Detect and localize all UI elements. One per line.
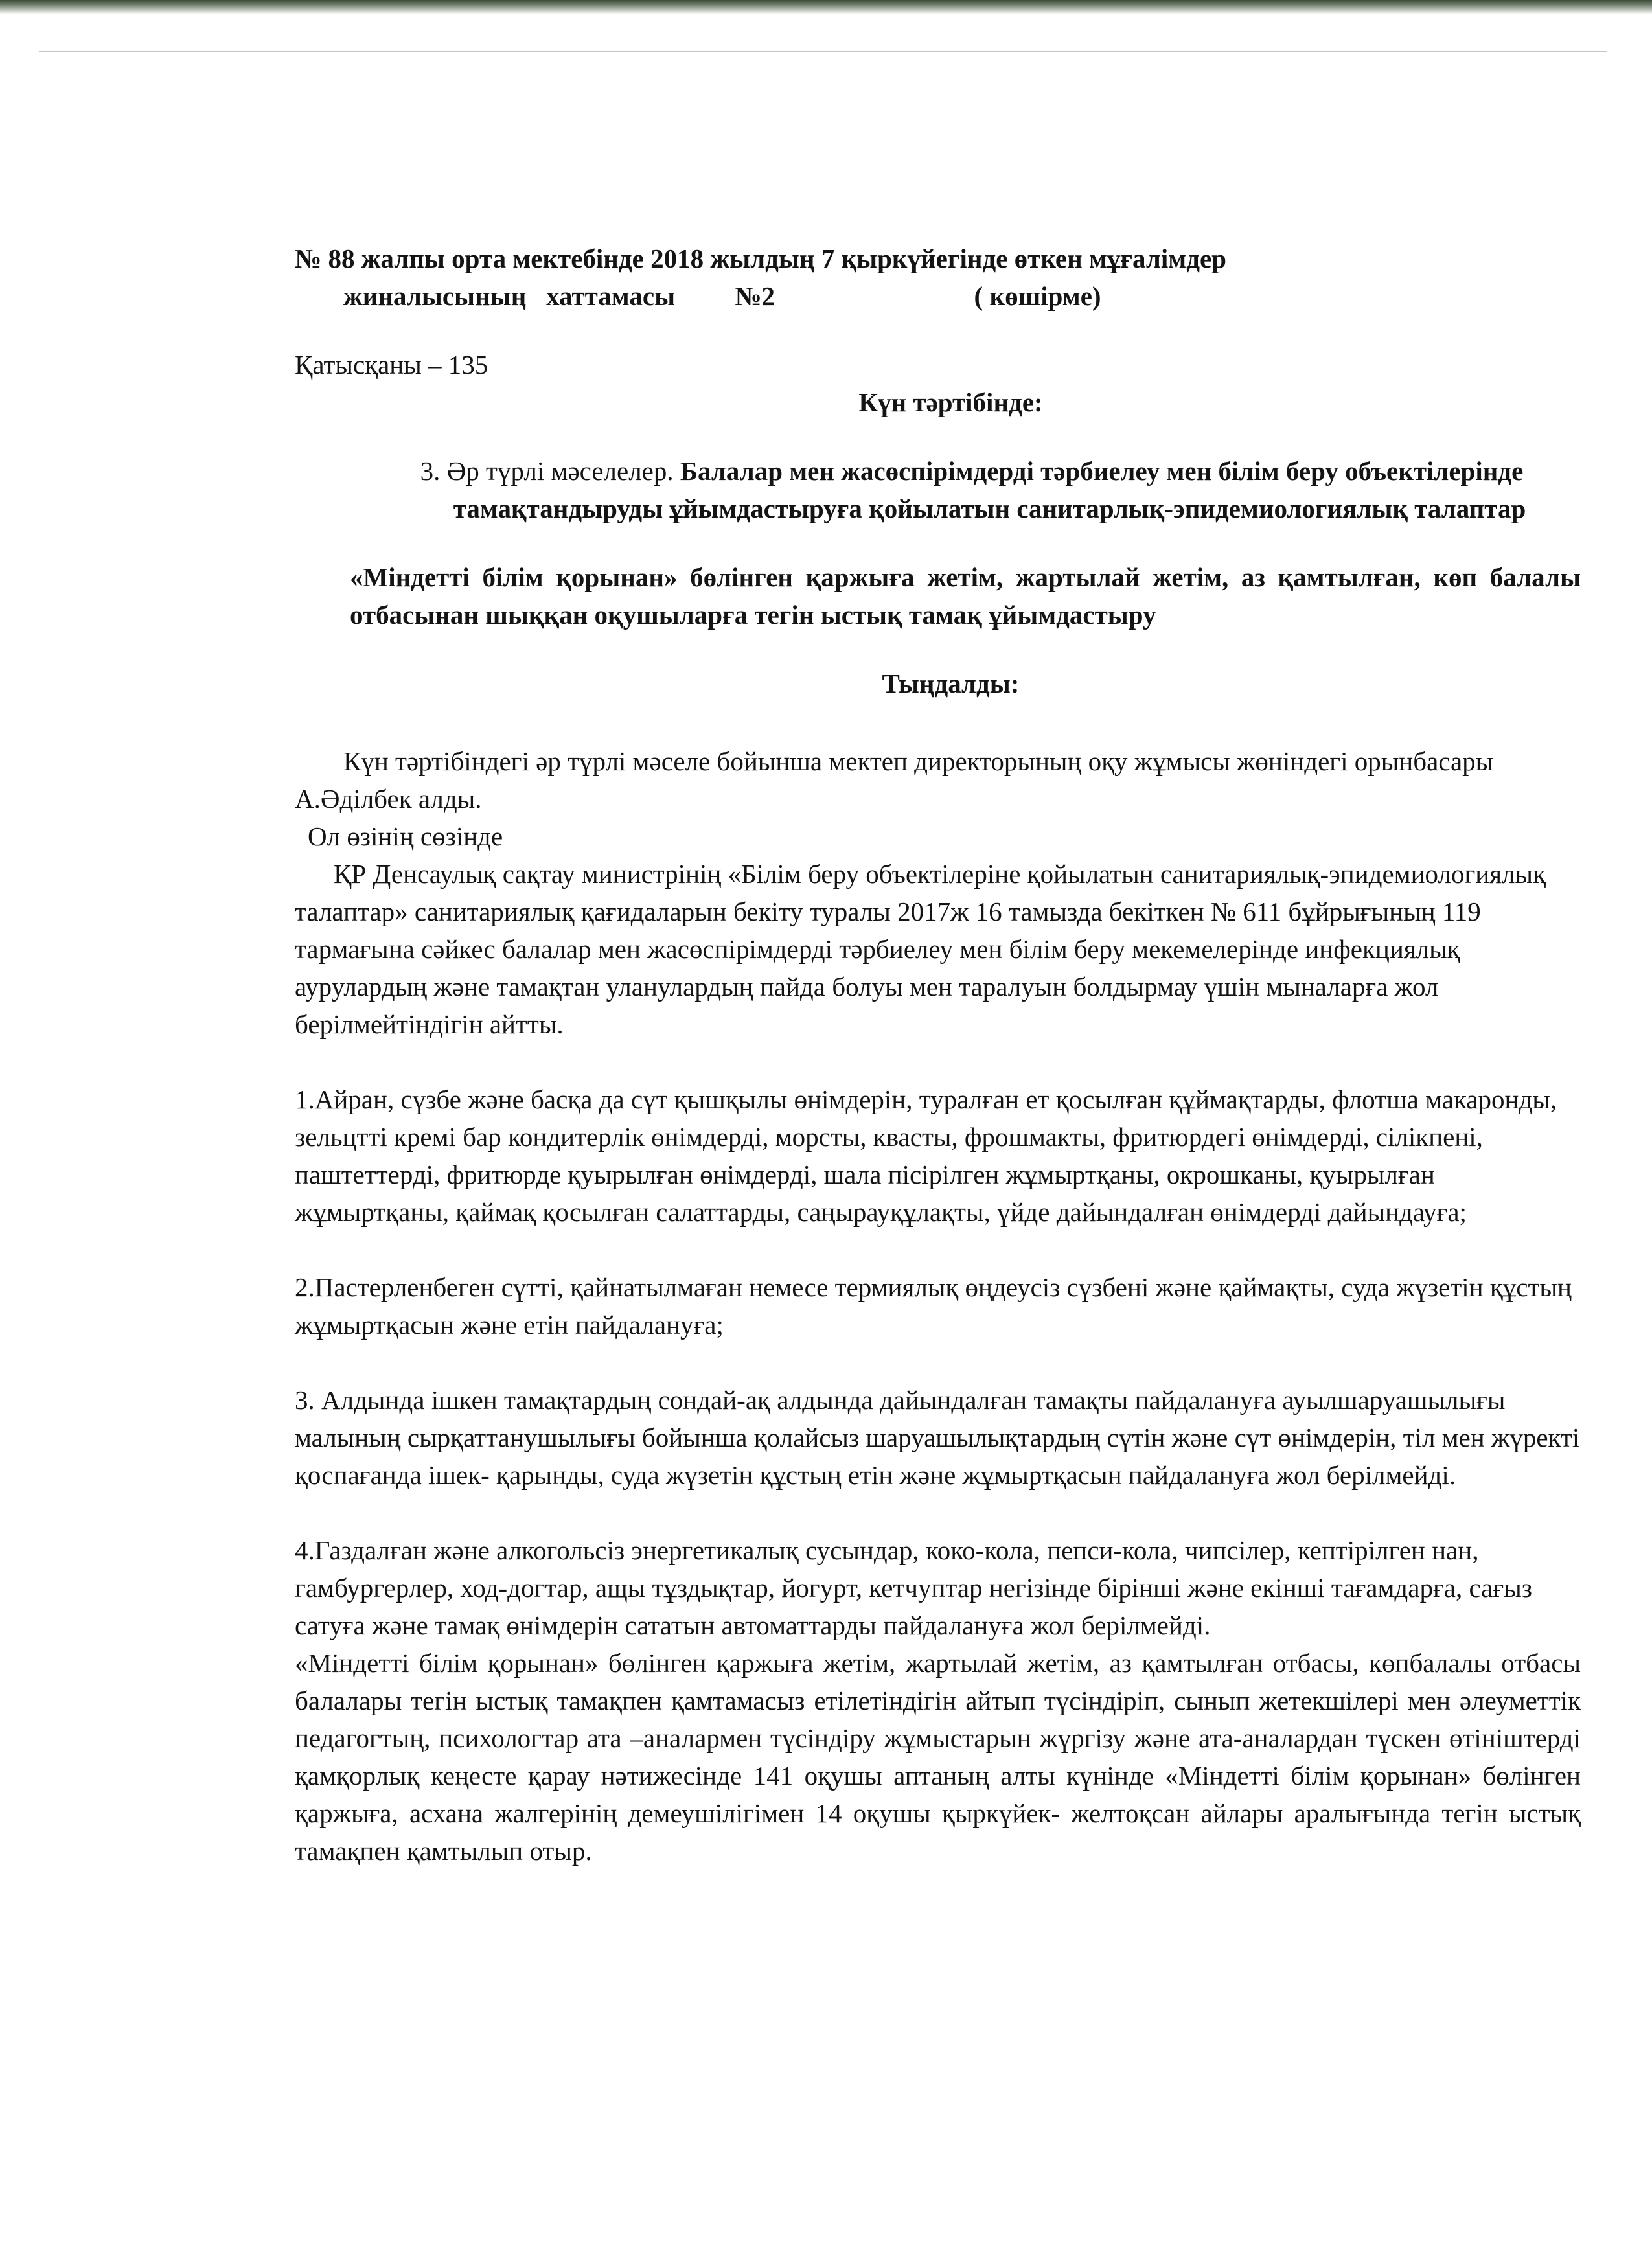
list-item-2: 2.Пастерленбеген сүтті, қайнатылмаған немесе термиялық өңдеусіз сүзбені және қаймақты, суда жүзетін құстың жұмыртқасын және етін пайдалануға; (295, 1272, 1572, 1340)
listened-heading: Тыңдалды: (882, 669, 1020, 698)
paragraph-regulation: ҚР Денсаулық сақтау министрінің «Білім беру объектілеріне қойылатын санитариялық-эпидемиологиялық талаптар» санитариялық қағидаларын бекіту туралы 2017ж 16 тамызда бекіткен № 611 бұйрығының 119 тармағына сәйкес балалар мен жасөспірімдерді тәрбиелеу мен білім беру мекемелерінде инфекциялық аурулардың және тамақтан уланулардың пайда болуы мен таралуын болдырмау үшін мыналарға жол берілмейтіндігін айтты. (295, 859, 1546, 1039)
attendance-count: Қатысқаны – 135 (295, 350, 488, 380)
scan-artifact-line (39, 51, 1607, 52)
agenda-item-number: 3. (420, 456, 441, 486)
agenda-subtopic: «Міндетті білім қорынан» бөлінген қаржыға жетім, жартылай жетім, аз қамтылған, көп балалы отбасынан шыққан оқушыларға тегін ыстық тамақ ұйымдастыру (350, 562, 1581, 630)
agenda-item (382, 452, 1561, 527)
agenda-heading: Күн тәртібінде: (858, 387, 1043, 417)
title-line-2: жиналысының хаттамасы №2 ( көшірме) (343, 281, 1101, 311)
list-item-1: 1.Айран, сүзбе және басқа да сүт қышқылы өнімдерін, туралған ет қосылған құймақтарды, флотша макаронды, зельцтті кремі бар кондитерлік өнімдерді, морсты, квасты, фрошмакты, фритюрдегі өнімдерді, сілікпені, паштеттерді, фритюрде қуырылған өнімдерді, шала пісірілген жұмыртқаны, окрошканы, қуырылған жұмыртқаны, қаймақ қосылған салаттарды, саңырауқұлақты, үйде дайындалған өнімдерді дайындауға; (295, 1084, 1557, 1227)
document-title (295, 240, 1581, 315)
title-line-1: № 88 жалпы орта мектебінде 2018 жылдың 7 қыркүйегінде өткен мұғалімдер (295, 244, 1226, 273)
paragraph-conclusion: «Міндетті білім қорынан» бөлінген қаржыға жетім, жартылай жетім, аз қамтылған отбасы, көпбалалы отбасы балалары тегін ыстық тамақпен қамтамасыз етілетіндігін айтып түсіндіріп, сынып жетекшілері мен әлеуметтік педагогтың, психологтар ата –аналармен түсіндіру жұмыстарын жүргізу және ата-аналардан түскен өтініштерді қамқорлық кеңесте қарау нәтижесінде 141 оқушы аптаның алты күнінде «Міндетті білім қорынан» бөлінген қаржыға, асхана жалгерінің демеушілігімен 14 оқушы қыркүйек- желтоқсан айлары аралығында тегін ыстық тамақпен қамтылып отыр. (295, 1648, 1581, 1866)
paragraph-speech-intro: Ол өзінің сөзінде (308, 821, 503, 851)
document-body (295, 240, 1581, 1870)
agenda-item-topic: Балалар мен жасөспірімдерді тәрбиелеу мен білім беру объектілерінде тамақтандыруды ұйымдастыруға қойылатын санитарлық-эпидемиологиялық талаптар (453, 456, 1526, 523)
agenda-item-lead: Әр түрлі мәселелер. (440, 456, 680, 486)
list-item-3: 3. Алдында ішкен тамақтардың сондай-ақ алдында дайындалған тамақты пайдалануға ауылшаруашылығы малының сырқаттанушылығы бойынша қолайсыз шаруашылықтардың сүтін және сүт өнімдерін, тіл мен жүректі қоспағанда ішек- қарынды, суда жүзетін құстың етін және жұмыртқасын пайдалануға жол берілмейді. (295, 1385, 1580, 1490)
list-item-4: 4.Газдалған және алкогольсіз энергетикалық сусындар, коко-кола, пепси-кола, чипсілер, кептірілген нан, гамбургерлер, ход-догтар, ащы тұздықтар, йогурт, кетчуптар негізінде бірінші және екінші тағамдарға, сағыз сатуға және тамақ өнімдерін сататын автоматтарды пайдалануға жол берілмейді. (295, 1535, 1532, 1640)
scan-edge (0, 0, 1652, 14)
paragraph-speaker: Күн тәртібіндегі әр түрлі мәселе бойынша мектеп директорының оқу жұмысы жөніндегі орынбасары А.Әділбек алды. (295, 746, 1494, 814)
